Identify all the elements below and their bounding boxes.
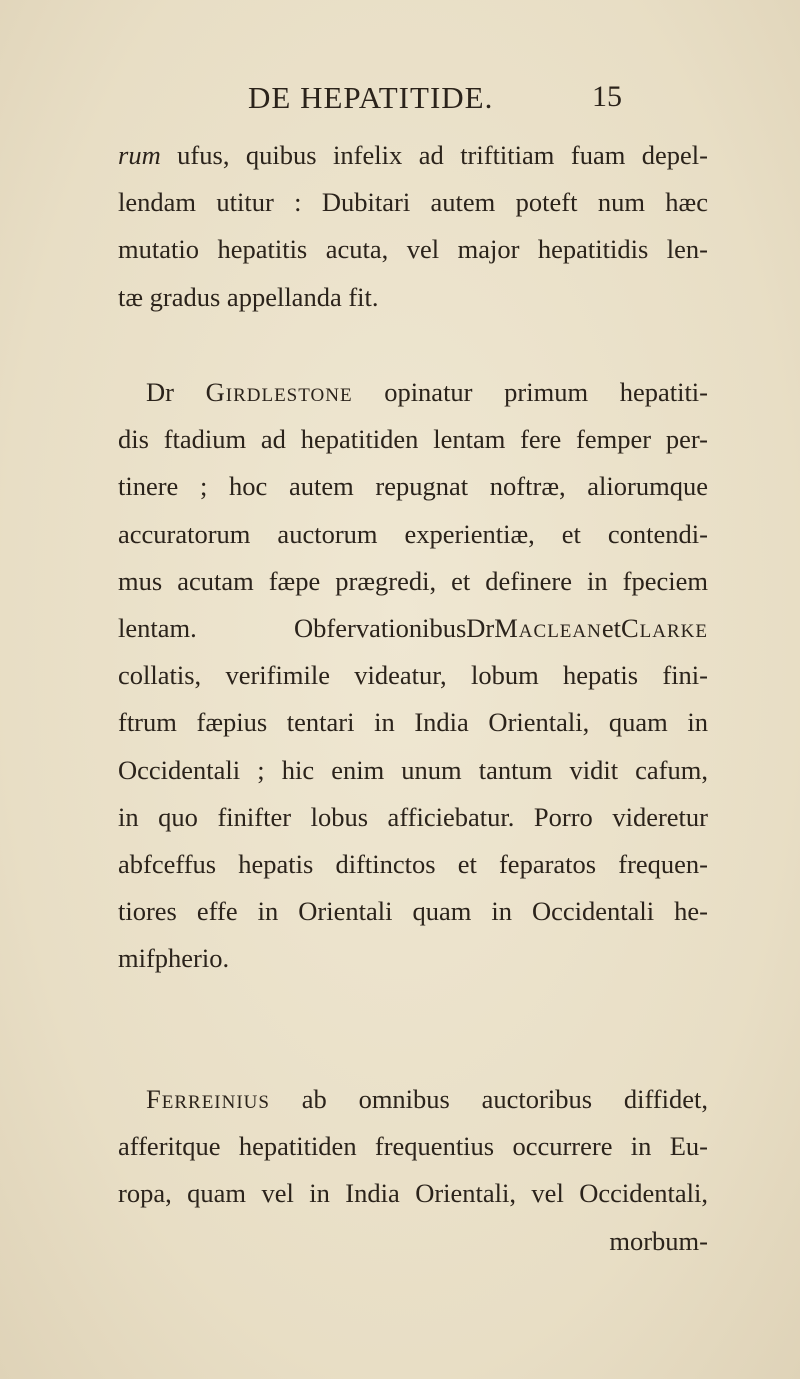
text-line: mutatio hepatitis acuta, vel major hepatitidis len- bbox=[118, 234, 708, 265]
text-line bbox=[118, 132, 708, 179]
text-line bbox=[118, 369, 708, 416]
page-number: 15 bbox=[592, 80, 622, 113]
text-line: ftrum fæpius tentari in India Orientali, quam in bbox=[118, 707, 708, 738]
paragraph-1 bbox=[118, 132, 708, 321]
text-line: Occidentali ; hic enim unum tantum vidit cafum, bbox=[118, 754, 708, 785]
text-line: collatis, verifimile videatur, lobum hepatis fini- bbox=[118, 660, 708, 691]
line-text: ab omnibus auctoribus diffidet, bbox=[269, 1084, 708, 1114]
text-line: tiores effe in Orientali quam in Occidentali he- bbox=[118, 896, 708, 927]
author-name: Girdlestone bbox=[205, 377, 353, 407]
text-line: tæ gradus appellanda fit. bbox=[118, 281, 379, 312]
paragraph-2 bbox=[118, 369, 708, 982]
line-text: Dr bbox=[146, 377, 206, 407]
text-line: afferitque hepatitiden frequentius occurrere in Eu- bbox=[118, 1131, 708, 1162]
text-line: abfceffus hepatis diftinctos et feparatos frequen- bbox=[118, 848, 708, 879]
text-line: mus acutam fæpe prægredi, et definere in fpeciem bbox=[118, 565, 708, 596]
line-text: lentam. ObfervationibusDr bbox=[118, 612, 495, 643]
text-line: ropa, quam vel in India Orientali, vel Occidentali, bbox=[118, 1178, 708, 1209]
author-name: Ferreinius bbox=[146, 1084, 270, 1114]
text-line: tinere ; hoc autem repugnat noftræ, aliorumque bbox=[118, 471, 708, 502]
text-line: mifpherio. bbox=[118, 943, 230, 974]
text-line: in quo finifter lobus afficiebatur. Porro videretur bbox=[118, 801, 708, 832]
text-line: dis ftadium ad hepatitiden lentam fere femper per- bbox=[118, 424, 708, 455]
author-name: Maclean bbox=[494, 612, 602, 643]
text-line bbox=[118, 1076, 708, 1123]
author-name: Clarke bbox=[620, 612, 708, 643]
line-text: ufus, quibus infelix ad triftitiam fuam depel- bbox=[160, 140, 708, 170]
running-title: DE HEPATITIDE. bbox=[248, 80, 494, 115]
paragraph-3 bbox=[118, 1076, 708, 1265]
text-line: lendam utitur : Dubitari autem poteft num hæc bbox=[118, 187, 708, 218]
text-line: accuratorum auctorum experientiæ, et contendi- bbox=[118, 518, 708, 549]
running-head bbox=[0, 80, 800, 120]
text-line bbox=[118, 605, 708, 652]
italic-word: rum bbox=[118, 140, 161, 170]
catchword: morbum- bbox=[609, 1225, 708, 1256]
line-text: et bbox=[601, 612, 621, 643]
line-text: opinatur primum hepatiti- bbox=[352, 377, 708, 407]
